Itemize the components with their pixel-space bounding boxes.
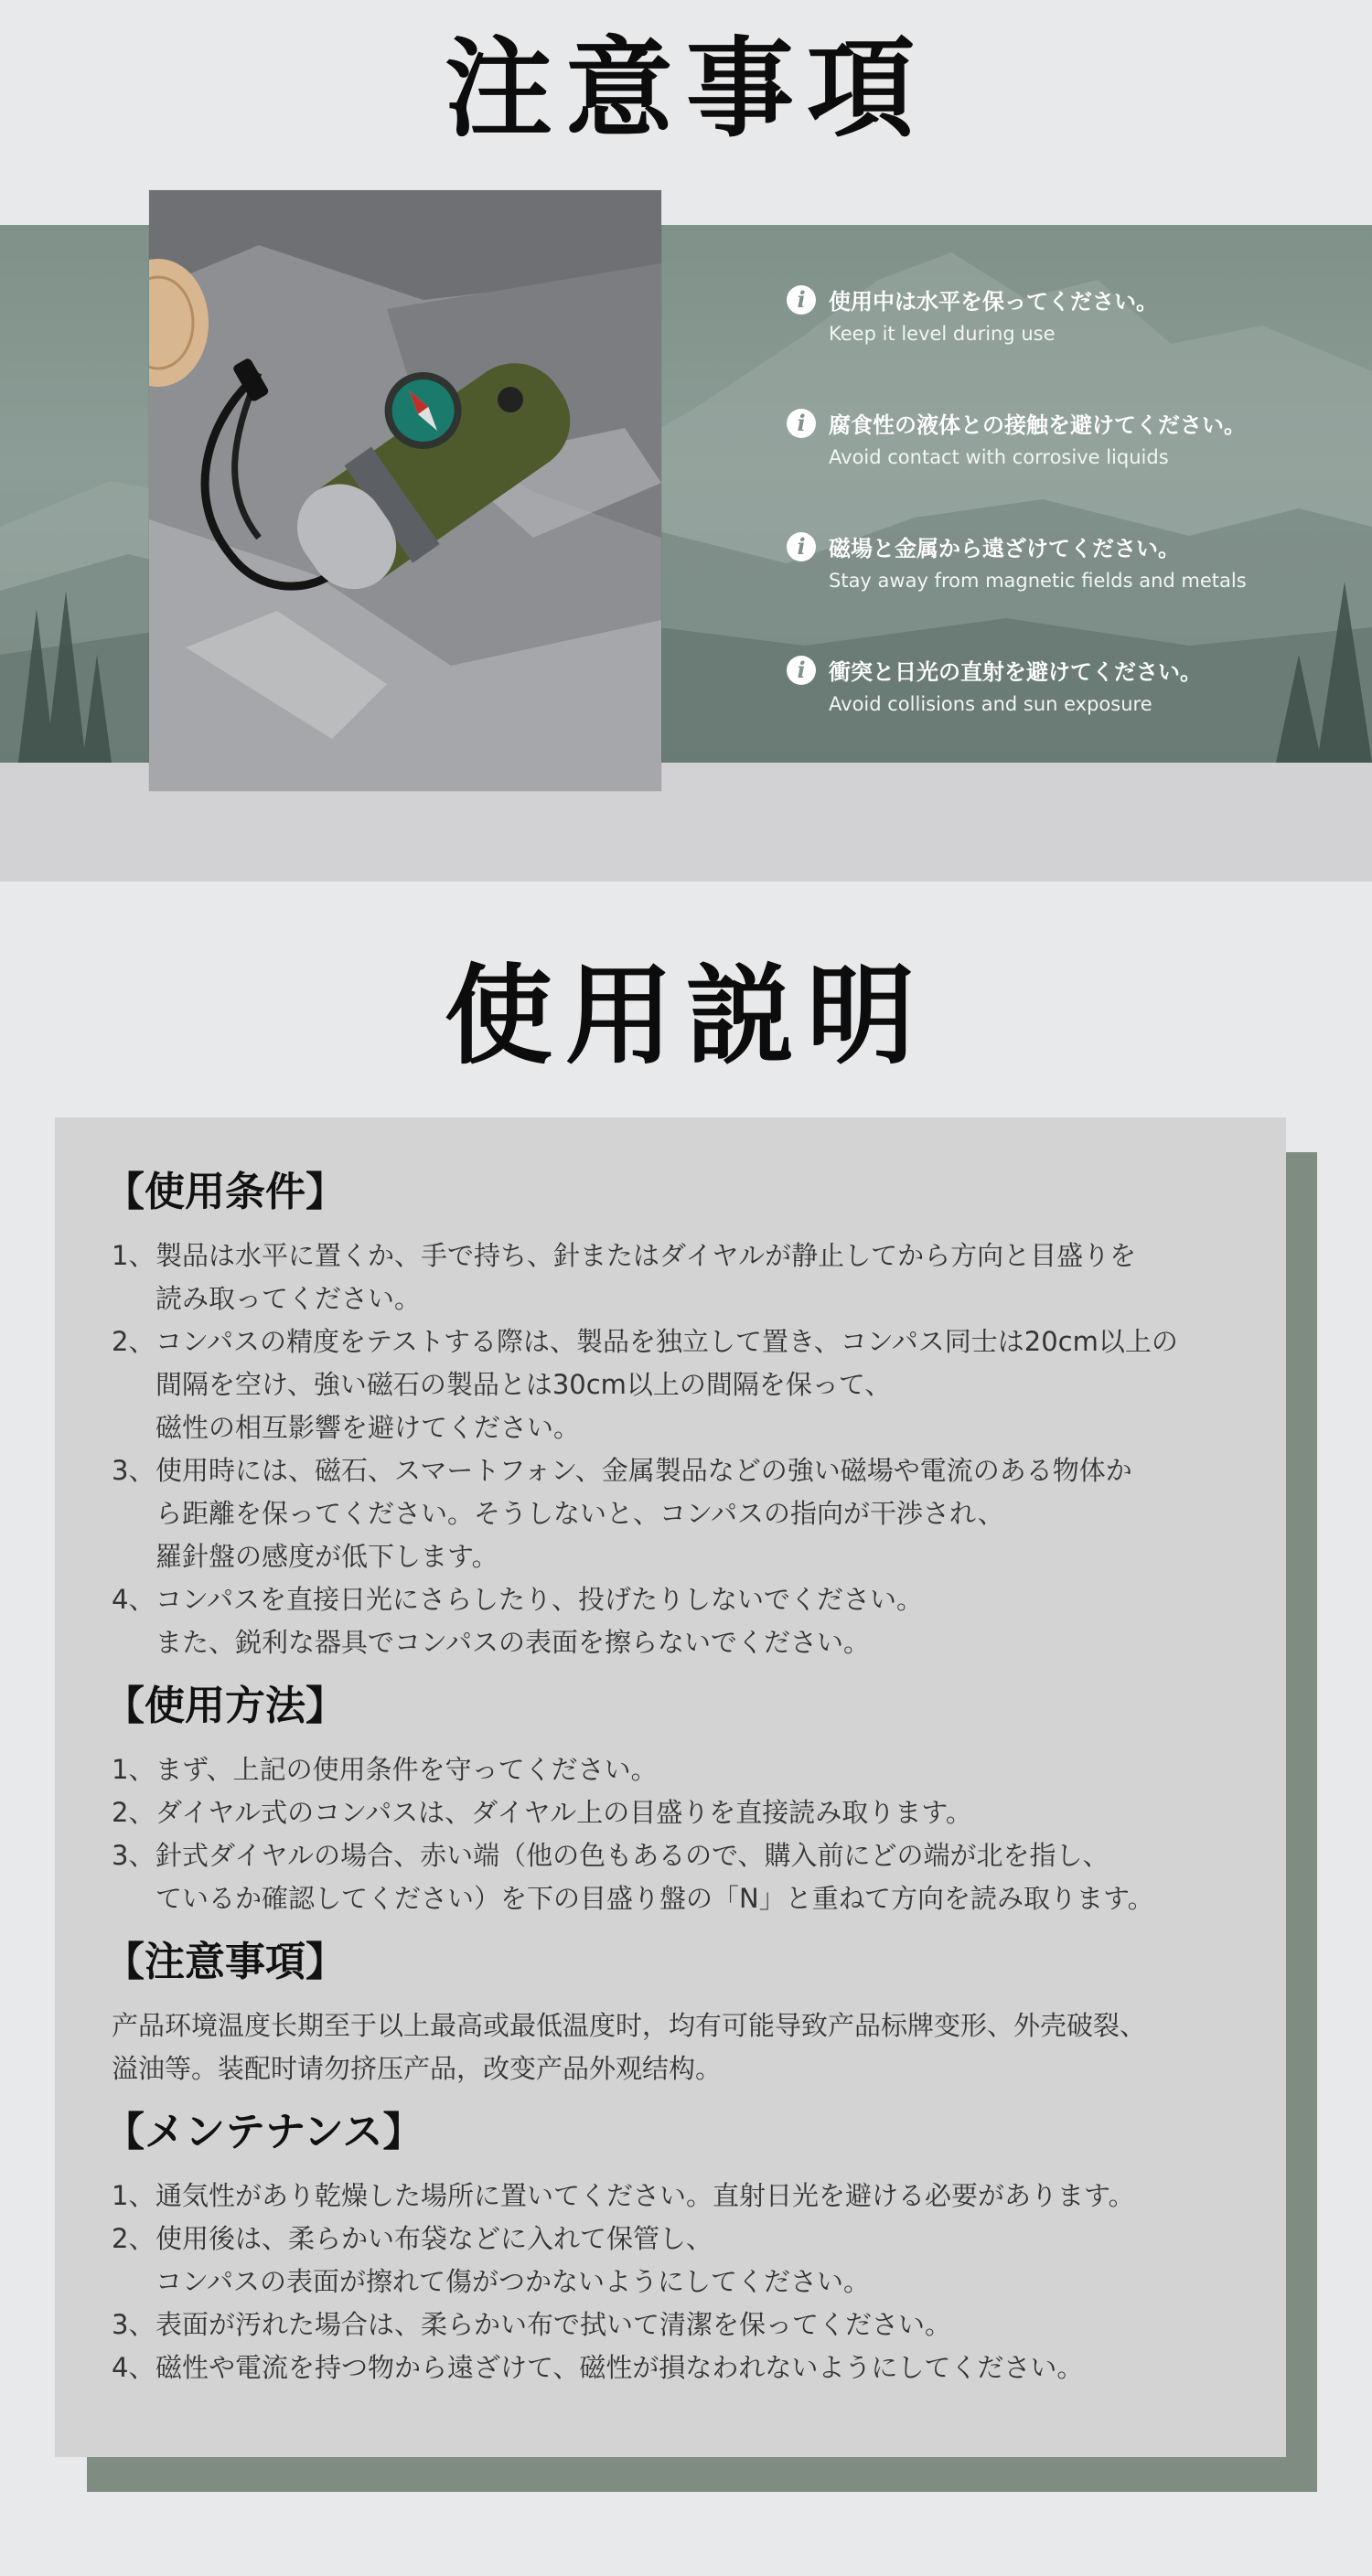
- maintenance-heading: 【メンテナンス】: [104, 2109, 423, 2155]
- notice-text-en: Avoid collisions and sun exposure: [829, 693, 1152, 715]
- list-item: 2、 ダイヤル式のコンパスは、ダイヤル上の目盛りを直接読み取ります。: [112, 1797, 972, 1828]
- notice-text-en: Keep it level during use: [829, 323, 1056, 345]
- usage-card: [55, 1117, 1286, 2457]
- method-heading: 【使用方法】: [104, 1683, 346, 1729]
- notice-text-en: Stay away from magnetic fields and metals: [829, 570, 1247, 592]
- whistle-compass-photo: [149, 190, 661, 791]
- conditions-list: [112, 1235, 1264, 1664]
- list-item: 2、 使用後は、柔らかい布袋などに入れて保管し、 コンパスの表面が擦れて傷がつかないようにしてください。: [112, 2223, 870, 2297]
- list-item: 3、 表面が汚れた場合は、柔らかい布で拭いて清潔を保ってください。: [112, 2309, 952, 2340]
- notice-item: [787, 407, 1354, 468]
- notice-text-jp: 腐食性の液体との接触を避けてください。: [829, 412, 1246, 438]
- list-item: 2、 コンパスの精度をテストする際は、製品を独立して置き、コンパス同士は20cm以上の 間隔を空け、強い磁石の製品とは30cm以上の間隔を保って、 磁性の相互影響を避けてください。: [112, 1326, 1178, 1443]
- info-icon: i: [787, 285, 816, 315]
- caution-heading: 【注意事項】: [104, 1939, 346, 1985]
- info-icon: i: [787, 532, 816, 561]
- notice-item: [787, 654, 1354, 715]
- notice-text-jp: 衝突と日光の直射を避けてください。: [829, 659, 1202, 685]
- list-item: 1、 製品は水平に置くか、手で持ち、針またはダイヤルが静止してから方向と目盛りを 読み取ってください。: [112, 1240, 1137, 1314]
- list-item: 1、 通気性があり乾燥した場所に置いてください。直射日光を避ける必要があります。: [112, 2180, 1135, 2211]
- info-icon: i: [787, 656, 816, 685]
- list-item: 3、 使用時には、磁石、スマートフォン、金属製品などの強い磁場や電流のある物体か ら距離を保ってください。そうしないと、コンパスの指向が干渉され、 羅針盤の感度が低下します。: [112, 1455, 1132, 1572]
- notice-item: [787, 283, 1354, 345]
- caution-paragraph: 产品环境温度长期至于以上最高或最低温度时，均有可能导致产品标牌变形、外壳破裂、 溢油等。装配时请勿挤压产品，改变产品外观结构。: [112, 2010, 1147, 2084]
- list-item: 3、 針式ダイヤルの場合、赤い端（他の色もあるので、購入前にどの端が北を指し、 ているか確認してください）を下の目盛り盤の「N」と重ねて方向を読み取ります。: [112, 1840, 1154, 1914]
- maintenance-list: [112, 2175, 1264, 2389]
- usage-card-content: [104, 1169, 1264, 2411]
- method-list: [112, 1748, 1264, 1920]
- usage-title: 使用説明: [444, 953, 927, 1079]
- notice-text-jp: 使用中は水平を保ってください。: [829, 289, 1158, 315]
- list-item: 4、 コンパスを直接日光にさらしたり、投げたりしないでください。 また、鋭利な器具でコンパスの表面を擦らないでください。: [112, 1584, 923, 1658]
- notice-title: 注意事項: [444, 26, 927, 152]
- notice-text-jp: 磁場と金属から遠ざけてください。: [829, 536, 1180, 561]
- notice-item: [787, 530, 1354, 592]
- list-item: 1、 まず、上記の使用条件を守ってください。: [112, 1754, 658, 1785]
- notice-text-en: Avoid contact with corrosive liquids: [829, 446, 1169, 468]
- list-item: 4、 磁性や電流を持つ物から遠ざけて、磁性が損なわれないようにしてください。: [112, 2352, 1084, 2383]
- info-icon: i: [787, 409, 816, 438]
- product-image: [149, 190, 661, 791]
- conditions-heading: 【使用条件】: [104, 1169, 346, 1215]
